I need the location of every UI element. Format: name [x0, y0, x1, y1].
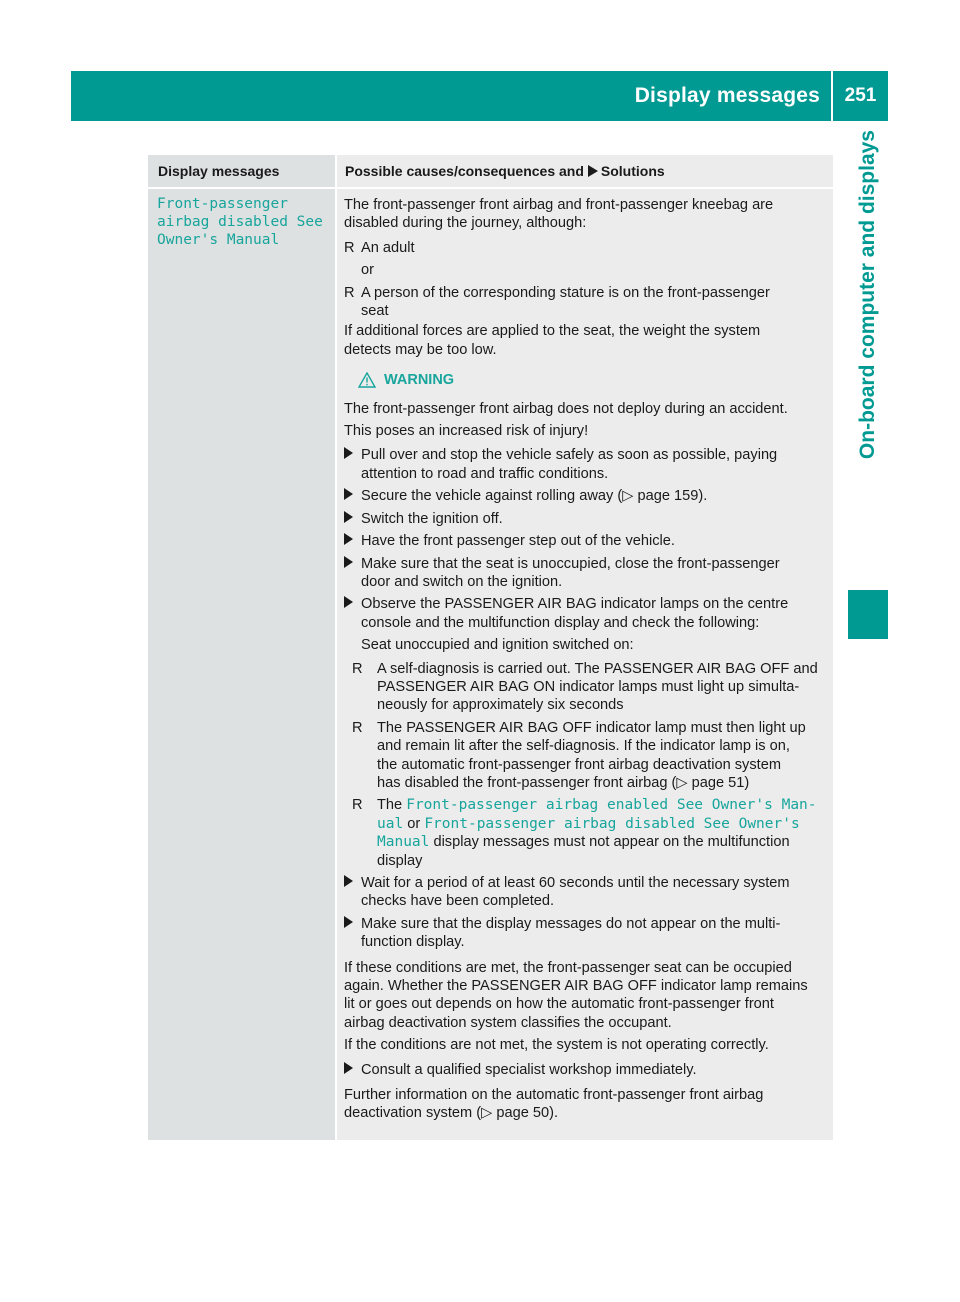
step-item	[344, 1061, 828, 1079]
line: The PASSENGER AIR BAG OFF indicator lamp must then light up	[377, 719, 806, 736]
step-arrow-icon	[344, 532, 353, 550]
step-item	[344, 532, 828, 550]
col-header-causes	[345, 155, 665, 187]
display-messages-table	[148, 155, 833, 1140]
line: Consult a qualified specialist workshop immediately.	[361, 1061, 697, 1078]
solution-text	[344, 196, 828, 1123]
line: An adult	[361, 239, 415, 256]
line: disabled during the journey, although:	[344, 215, 587, 232]
line: )	[744, 774, 750, 791]
page-number: 251	[844, 85, 877, 106]
step-item	[344, 487, 828, 505]
page-reference-link[interactable]: page 50	[496, 1105, 550, 1122]
page-header	[71, 71, 888, 121]
header-title: Display messages	[634, 84, 820, 107]
line: has disabled the front-passenger front airbag (	[377, 774, 677, 791]
line: door and switch on the ignition.	[361, 573, 563, 590]
page-ref-arrow-icon: ▷	[622, 488, 634, 505]
play-arrow-icon	[588, 165, 598, 177]
step-arrow-icon	[344, 487, 353, 505]
paragraph	[344, 322, 828, 359]
paragraph: or	[361, 262, 374, 279]
bullet-marker: R	[352, 660, 363, 677]
page-reference-link[interactable]: page 159	[637, 488, 699, 505]
col-header-solutions-text: Solutions	[600, 163, 665, 179]
step-item	[344, 446, 828, 483]
line: A self-diagnosis is carried out. The PASSENGER AIR BAG OFF and	[377, 660, 818, 677]
step-item	[344, 915, 828, 952]
step-arrow-icon	[344, 1061, 353, 1079]
line: or	[407, 815, 421, 832]
line: The front-passenger front airbag and front-passenger kneebag are	[344, 197, 774, 213]
step-item	[344, 555, 828, 592]
bullet-item	[352, 719, 828, 793]
bullet-item	[352, 660, 828, 715]
line: Observe the PASSENGER AIR BAG indicator lamps on the centre	[361, 596, 789, 613]
bullet-marker: R	[344, 284, 355, 301]
line: seat	[361, 303, 389, 320]
line: and remain lit after the self-diagnosis. If the indicator lamp is on,	[377, 738, 790, 755]
column-separator	[335, 155, 337, 1140]
line: If additional forces are applied to the seat, the weight the system	[344, 323, 761, 340]
message-line: Front-passenger	[157, 196, 288, 212]
line: Further information on the automatic front-passenger front airbag	[344, 1087, 764, 1104]
line: Wait for a period of at least 60 seconds until the necessary system	[361, 875, 790, 891]
line: Make sure that the display messages do not appear on the multi-	[361, 915, 781, 932]
line: If these conditions are met, the front-passenger seat can be occupied	[344, 959, 792, 976]
line: detects may be too low.	[344, 341, 497, 358]
bullet-marker: R	[352, 719, 363, 736]
step-arrow-icon	[344, 510, 353, 528]
bullet-item	[344, 239, 828, 257]
display-message-ref: Front-passenger airbag disabled See Owner's	[424, 815, 800, 832]
col-header-causes-text: Possible causes/consequences and	[345, 163, 584, 179]
warning-text: The front-passenger front airbag does not deploy during an accident.	[344, 400, 788, 417]
line: ).	[549, 1105, 559, 1122]
line: airbag deactivation system classifies the occupant.	[344, 1014, 672, 1031]
step-arrow-icon	[344, 555, 353, 573]
chapter-tab-label: On-board computer and displays	[856, 130, 879, 460]
step-item	[344, 510, 828, 528]
paragraph	[344, 196, 828, 233]
message-line: Owner's Manual	[157, 232, 280, 248]
message-line: airbag disabled See	[157, 214, 323, 230]
line: deactivation system (	[344, 1105, 482, 1122]
line: Switch the ignition off.	[361, 510, 503, 527]
col-header-display-messages: Display messages	[158, 163, 280, 179]
line: Secure the vehicle against rolling away (	[361, 488, 623, 505]
display-message-text	[157, 195, 329, 249]
line: display	[377, 852, 423, 869]
line: again. Whether the PASSENGER AIR BAG OFF indicator lamp remains	[344, 978, 808, 995]
line: ).	[698, 488, 708, 505]
line: neously for approximately six seconds	[377, 697, 624, 714]
line: A person of the corresponding stature is on the front-passenger	[361, 284, 770, 301]
paragraph	[344, 959, 828, 1033]
step-arrow-icon	[344, 595, 353, 613]
warning-triangle-icon	[358, 372, 376, 388]
display-message-ref: Front-passenger airbag enabled See Owner's Man‐	[406, 797, 817, 814]
step-item	[344, 874, 828, 911]
line: lit or goes out depends on how the automatic front-passenger front	[344, 996, 774, 1013]
page-ref-arrow-icon: ▷	[676, 774, 688, 791]
paragraph: If the conditions are not met, the system is not operating correctly.	[344, 1037, 769, 1054]
line: Make sure that the seat is unoccupied, close the front-passenger	[361, 555, 780, 572]
bullet-item	[344, 284, 828, 321]
chapter-tab	[848, 130, 888, 590]
line: Have the front passenger step out of the vehicle.	[361, 533, 675, 550]
bullet-item	[352, 796, 828, 870]
page-ref-arrow-icon: ▷	[481, 1105, 493, 1122]
step-arrow-icon	[344, 915, 353, 933]
table-header-row	[148, 155, 833, 189]
paragraph	[344, 1086, 828, 1123]
step-item	[344, 595, 828, 632]
line: console and the multifunction display and check the following:	[361, 614, 760, 631]
step-arrow-icon	[344, 874, 353, 892]
display-message-ref: Manual	[377, 834, 430, 851]
warning-text: This poses an increased risk of injury!	[344, 423, 589, 440]
chapter-marker	[848, 590, 888, 639]
bullet-marker: R	[344, 239, 355, 256]
display-message-ref: ual	[377, 815, 404, 832]
line: The	[377, 797, 403, 814]
line: the automatic front-passenger front airbag deactivation system	[377, 756, 781, 773]
line: attention to road and traffic conditions.	[361, 465, 609, 482]
page-reference-link[interactable]: page 51	[691, 774, 745, 791]
check-list	[344, 660, 828, 870]
line: checks have been completed.	[361, 893, 555, 910]
line: function display.	[361, 934, 465, 951]
line: Pull over and stop the vehicle safely as soon as possible, paying	[361, 447, 778, 464]
bullet-marker: R	[352, 797, 363, 814]
line: PASSENGER AIR BAG ON indicator lamps must light up simulta-	[377, 678, 800, 695]
step-arrow-icon	[344, 446, 353, 464]
paragraph: Seat unoccupied and ignition switched on:	[361, 637, 634, 654]
warning-heading	[344, 371, 828, 389]
line: display messages must not appear on the multifunction	[433, 834, 790, 851]
warning-label: WARNING	[384, 372, 455, 389]
message-column	[148, 155, 335, 1140]
